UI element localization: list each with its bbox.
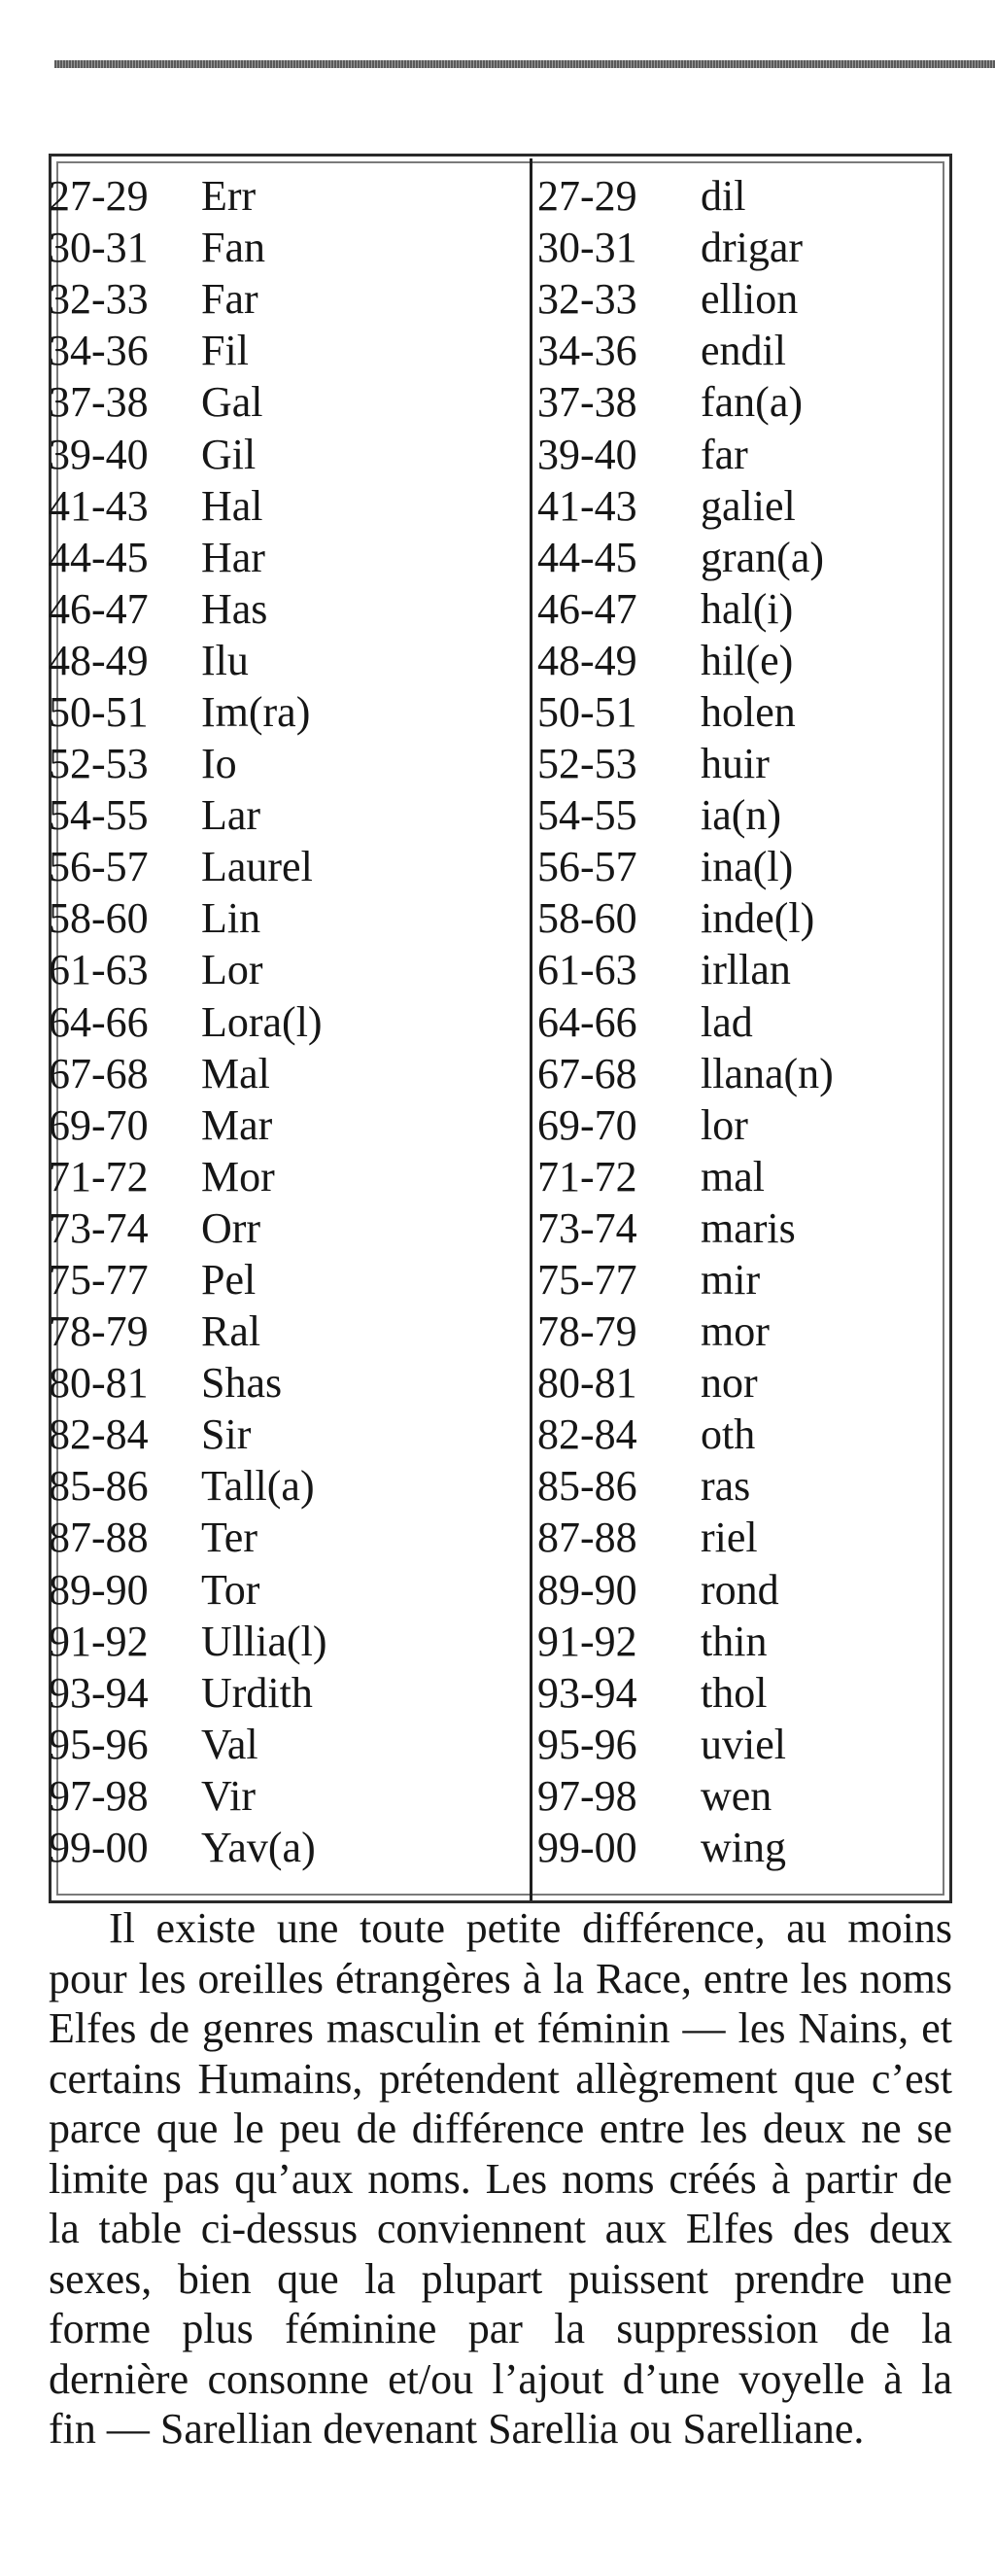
prefix-cell: Urdith <box>201 1668 313 1717</box>
suffix-cell: thin <box>701 1617 768 1665</box>
suffix-cell: holen <box>701 687 796 736</box>
table-row <box>49 996 952 1048</box>
top-rule <box>54 60 995 68</box>
suffix-cell: far <box>701 430 748 478</box>
range-left-cell: 37-38 <box>49 378 149 427</box>
prefix-cell: Har <box>201 533 265 581</box>
range-left-cell: 75-77 <box>49 1256 149 1305</box>
range-right-cell: 27-29 <box>537 172 637 221</box>
range-left-cell: 56-57 <box>49 843 149 891</box>
range-right-cell: 99-00 <box>537 1824 637 1872</box>
range-left-cell: 71-72 <box>49 1152 149 1201</box>
suffix-cell: ina(l) <box>701 843 794 891</box>
range-left-cell: 69-70 <box>49 1100 149 1149</box>
range-right-cell: 52-53 <box>537 740 637 788</box>
table-row <box>49 1151 952 1202</box>
table-row <box>49 892 952 944</box>
suffix-cell: llana(n) <box>701 1049 834 1097</box>
table-row <box>49 1822 952 1873</box>
range-left-cell: 52-53 <box>49 740 149 788</box>
prefix-cell: Ral <box>201 1307 261 1356</box>
prefix-cell: Tor <box>201 1565 260 1614</box>
range-right-cell: 39-40 <box>537 430 637 478</box>
prefix-cell: Lin <box>201 894 261 943</box>
range-right-cell: 30-31 <box>537 224 637 272</box>
table-row <box>49 1667 952 1719</box>
prefix-cell: Tall(a) <box>201 1462 315 1511</box>
table-row <box>49 1460 952 1512</box>
range-right-cell: 34-36 <box>537 327 637 375</box>
range-left-cell: 99-00 <box>49 1824 149 1872</box>
body-paragraph: Il existe une toute petite différence, au moins pour les oreilles étrangères à la Race, entre les noms Elfes de genres masculin et féminin — les Nains, et certains Humains, prétendent allègrement que c’est parce que le peu de différence entre les deux ne se limite pas qu’aux noms. Les noms créés à partir de la table ci-dessus conviennent aux Elfes des deux sexes, bien que la plupart puissent prendre une forme plus féminine par la suppression de la dernière consonne et/ou l’ajout d’une voyelle à la fin — Sarellian devenant Sarellia ou Sarelliane. <box>49 1904 952 2453</box>
suffix-cell: maris <box>701 1203 796 1252</box>
range-right-cell: 78-79 <box>537 1307 637 1356</box>
suffix-cell: gran(a) <box>701 533 825 581</box>
table-row <box>49 944 952 995</box>
range-right-cell: 89-90 <box>537 1565 637 1614</box>
range-right-cell: 93-94 <box>537 1668 637 1717</box>
suffix-cell: riel <box>701 1514 758 1562</box>
range-left-cell: 91-92 <box>49 1617 149 1665</box>
suffix-cell: lad <box>701 997 753 1046</box>
range-right-cell: 46-47 <box>537 584 637 633</box>
range-right-cell: 95-96 <box>537 1720 637 1768</box>
suffix-cell: wen <box>701 1771 772 1820</box>
prefix-cell: Ilu <box>201 636 249 684</box>
range-left-cell: 27-29 <box>49 172 149 221</box>
suffix-cell: ras <box>701 1462 751 1511</box>
elf-name-table <box>49 170 952 1873</box>
range-left-cell: 44-45 <box>49 533 149 581</box>
range-left-cell: 89-90 <box>49 1565 149 1614</box>
range-left-cell: 32-33 <box>49 275 149 324</box>
suffix-cell: uviel <box>701 1720 786 1768</box>
suffix-cell: endil <box>701 327 786 375</box>
prefix-cell: Mar <box>201 1100 273 1149</box>
prefix-cell: Orr <box>201 1203 261 1252</box>
prefix-cell: Im(ra) <box>201 687 311 736</box>
table-row <box>49 376 952 428</box>
range-left-cell: 39-40 <box>49 430 149 478</box>
range-right-cell: 44-45 <box>537 533 637 581</box>
prefix-cell: Ullia(l) <box>201 1617 327 1665</box>
range-right-cell: 82-84 <box>537 1410 637 1459</box>
table-row <box>49 583 952 635</box>
prefix-cell: Gal <box>201 378 263 427</box>
table-row <box>49 1202 952 1254</box>
table-row <box>49 222 952 273</box>
prefix-cell: Fan <box>201 224 265 272</box>
table-row <box>49 170 952 222</box>
range-right-cell: 67-68 <box>537 1049 637 1097</box>
prefix-cell: Lora(l) <box>201 997 323 1046</box>
range-left-cell: 82-84 <box>49 1410 149 1459</box>
range-right-cell: 71-72 <box>537 1152 637 1201</box>
range-right-cell: 61-63 <box>537 946 637 994</box>
range-right-cell: 41-43 <box>537 481 637 530</box>
range-left-cell: 78-79 <box>49 1307 149 1356</box>
range-left-cell: 80-81 <box>49 1359 149 1408</box>
prefix-cell: Mor <box>201 1152 275 1201</box>
range-right-cell: 73-74 <box>537 1203 637 1252</box>
table-row <box>49 1357 952 1409</box>
range-right-cell: 64-66 <box>537 997 637 1046</box>
suffix-cell: galiel <box>701 481 796 530</box>
range-right-cell: 56-57 <box>537 843 637 891</box>
suffix-cell: oth <box>701 1410 756 1459</box>
range-right-cell: 97-98 <box>537 1771 637 1820</box>
range-left-cell: 41-43 <box>49 481 149 530</box>
suffix-cell: hil(e) <box>701 636 794 684</box>
suffix-cell: thol <box>701 1668 768 1717</box>
range-right-cell: 48-49 <box>537 636 637 684</box>
range-right-cell: 54-55 <box>537 791 637 840</box>
table-row <box>49 635 952 686</box>
table-row <box>49 1770 952 1822</box>
table-row <box>49 686 952 738</box>
suffix-cell: fan(a) <box>701 378 804 427</box>
table-row <box>49 325 952 376</box>
suffix-cell: lor <box>701 1100 748 1149</box>
range-left-cell: 54-55 <box>49 791 149 840</box>
range-left-cell: 64-66 <box>49 997 149 1046</box>
table-row <box>49 1254 952 1305</box>
prefix-cell: Io <box>201 740 237 788</box>
range-left-cell: 93-94 <box>49 1668 149 1717</box>
range-right-cell: 85-86 <box>537 1462 637 1511</box>
table-row <box>49 1564 952 1616</box>
prefix-cell: Sir <box>201 1410 252 1459</box>
table-row <box>49 1409 952 1460</box>
suffix-cell: irllan <box>701 946 791 994</box>
range-left-cell: 48-49 <box>49 636 149 684</box>
prefix-cell: Lor <box>201 946 263 994</box>
prefix-cell: Laurel <box>201 843 313 891</box>
prefix-cell: Pel <box>201 1256 257 1305</box>
range-left-cell: 67-68 <box>49 1049 149 1097</box>
range-left-cell: 30-31 <box>49 224 149 272</box>
prefix-cell: Err <box>201 172 257 221</box>
range-left-cell: 97-98 <box>49 1771 149 1820</box>
range-left-cell: 50-51 <box>49 687 149 736</box>
suffix-cell: mir <box>701 1256 761 1305</box>
range-right-cell: 69-70 <box>537 1100 637 1149</box>
table-row <box>49 1048 952 1099</box>
range-left-cell: 61-63 <box>49 946 149 994</box>
prefix-cell: Vir <box>201 1771 257 1820</box>
prefix-cell: Mal <box>201 1049 270 1097</box>
suffix-cell: dil <box>701 172 746 221</box>
suffix-cell: ia(n) <box>701 791 782 840</box>
range-right-cell: 87-88 <box>537 1514 637 1562</box>
table-row <box>49 480 952 532</box>
range-left-cell: 85-86 <box>49 1462 149 1511</box>
name-table-body <box>49 170 952 1873</box>
suffix-cell: huir <box>701 740 770 788</box>
range-right-cell: 58-60 <box>537 894 637 943</box>
range-left-cell: 34-36 <box>49 327 149 375</box>
prefix-cell: Lar <box>201 791 261 840</box>
prefix-cell: Fil <box>201 327 249 375</box>
suffix-cell: nor <box>701 1359 758 1408</box>
range-left-cell: 73-74 <box>49 1203 149 1252</box>
table-row <box>49 428 952 479</box>
table-row <box>49 738 952 789</box>
prefix-cell: Val <box>201 1720 258 1768</box>
suffix-cell: hal(i) <box>701 584 794 633</box>
prefix-cell: Gil <box>201 430 257 478</box>
table-row <box>49 532 952 583</box>
suffix-cell: rond <box>701 1565 779 1614</box>
table-row <box>49 1305 952 1357</box>
range-right-cell: 37-38 <box>537 378 637 427</box>
suffix-cell: ellion <box>701 275 799 324</box>
suffix-cell: drigar <box>701 224 804 272</box>
prefix-cell: Has <box>201 584 268 633</box>
range-right-cell: 91-92 <box>537 1617 637 1665</box>
suffix-cell: inde(l) <box>701 894 815 943</box>
suffix-cell: mor <box>701 1307 770 1356</box>
range-right-cell: 50-51 <box>537 687 637 736</box>
prefix-cell: Shas <box>201 1359 283 1408</box>
range-left-cell: 46-47 <box>49 584 149 633</box>
range-right-cell: 80-81 <box>537 1359 637 1408</box>
prefix-cell: Far <box>201 275 258 324</box>
suffix-cell: wing <box>701 1824 786 1872</box>
table-row <box>49 789 952 841</box>
table-row <box>49 273 952 325</box>
range-left-cell: 87-88 <box>49 1514 149 1562</box>
table-row <box>49 841 952 892</box>
table-row <box>49 1616 952 1667</box>
prefix-cell: Ter <box>201 1514 257 1562</box>
table-row <box>49 1512 952 1563</box>
range-right-cell: 32-33 <box>537 275 637 324</box>
prefix-cell: Hal <box>201 481 263 530</box>
table-row <box>49 1099 952 1151</box>
range-right-cell: 75-77 <box>537 1256 637 1305</box>
range-left-cell: 95-96 <box>49 1720 149 1768</box>
table-row <box>49 1719 952 1770</box>
range-left-cell: 58-60 <box>49 894 149 943</box>
suffix-cell: mal <box>701 1152 765 1201</box>
prefix-cell: Yav(a) <box>201 1824 316 1872</box>
